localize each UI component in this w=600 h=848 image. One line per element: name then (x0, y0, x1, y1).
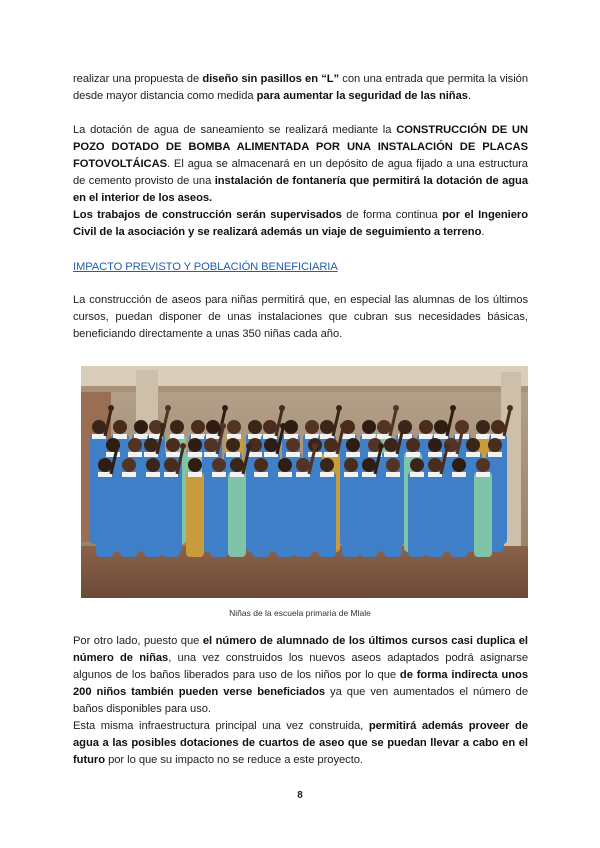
bold-text-run: diseño sin pasillos en “L” (202, 73, 340, 85)
paragraph-impact (73, 292, 528, 343)
text-run: . El agua se almacenará en un depósito de agua fijado a una estructura de cemento provisto de una (73, 158, 528, 187)
school-girls-photo (81, 366, 528, 598)
student-head (476, 420, 490, 434)
student-head (206, 420, 220, 434)
student-head (305, 420, 319, 434)
student-figure (120, 472, 138, 557)
bold-text-run: el número de alumnado de los últimos cursos casi duplica el número de niñas (73, 635, 528, 664)
student-head (170, 420, 184, 434)
bold-text-run: CONSTRUCCIÓN DE UN POZO DOTADO DE BOMBA ALIMENTADA POR UNA INSTALACIÓN DE PLACAS FOTOVOLTÁICAS (73, 124, 528, 170)
student-figure (276, 472, 294, 557)
student-head (212, 458, 226, 472)
student-head (377, 420, 391, 434)
photo-illustration (81, 366, 528, 598)
student-head (491, 420, 505, 434)
student-figure (228, 472, 246, 557)
student-head (264, 438, 278, 452)
paragraph-design (73, 71, 528, 105)
student-head (263, 420, 277, 434)
student-head (226, 438, 240, 452)
student-figure (360, 472, 378, 557)
student-head (188, 438, 202, 452)
student-head (452, 458, 466, 472)
text-run: realizar una propuesta de (73, 73, 203, 85)
student-figure (252, 472, 270, 557)
student-head (384, 438, 398, 452)
student-head (204, 438, 218, 452)
student-head (191, 420, 205, 434)
student-head (278, 458, 292, 472)
student-head (488, 438, 502, 452)
student-head (466, 438, 480, 452)
student-figure (144, 472, 162, 557)
student-figure (342, 472, 360, 557)
student-head (428, 458, 442, 472)
bold-text-run: por el Ingeniero Civil de la asociación y se realizará además un viaje de seguimiento a terreno (73, 209, 528, 238)
photo-caption: Niñas de la escuela primaria de Mlale (229, 608, 371, 618)
student-figure (474, 472, 492, 557)
student-head (362, 458, 376, 472)
paragraph-supervision (73, 207, 528, 241)
text-run: , una vez construidos los nuevos aseos adaptados podrá asignarse algunos de los baños liberados para uso de los niños por lo que (73, 652, 528, 681)
text-run: La dotación de agua de saneamiento se realizará mediante la (73, 124, 397, 136)
student-figure (162, 472, 180, 557)
student-head (362, 420, 376, 434)
student-figure (450, 472, 468, 557)
student-head (386, 458, 400, 472)
student-figure (186, 472, 204, 557)
student-head (144, 438, 158, 452)
student-head (146, 458, 160, 472)
paragraph-boys-benefit (73, 633, 528, 718)
student-head (346, 438, 360, 452)
student-head (188, 458, 202, 472)
student-head (227, 420, 241, 434)
bold-text-run: instalación de fontanería que permitirá la dotación de agua en el interior de los aseos. (73, 175, 529, 204)
student-head (296, 458, 310, 472)
student-head (406, 438, 420, 452)
student-figure (210, 472, 228, 557)
student-head (113, 420, 127, 434)
text-run: Por otro lado, puesto que (73, 635, 203, 647)
student-head (320, 420, 334, 434)
student-head (284, 420, 298, 434)
text-run: . (467, 90, 471, 102)
student-head (128, 438, 142, 452)
student-head (248, 420, 262, 434)
bold-text-run: de forma indirecta unos 200 niños también pueden verse beneficiados (73, 669, 528, 698)
student-head (92, 420, 106, 434)
student-head (164, 458, 178, 472)
section-heading: IMPACTO PREVISTO Y POBLACIÓN BENEFICIARIA (73, 261, 338, 273)
text-run: con una entrada que permita la visión desde mayor distancia como medida (73, 73, 528, 102)
text-run: por lo que su impacto no se reduce a este proyecto. (105, 754, 363, 766)
student-head (254, 458, 268, 472)
student-head (428, 438, 442, 452)
paragraph-water-supply (73, 122, 528, 207)
student-head (230, 458, 244, 472)
student-head (122, 458, 136, 472)
text-run: La construcción de aseos para niñas permitirá que, en especial las alumnas de los últimos cursos, puedan disponer de unas instalaciones que cubran sus necesidades básicas, beneficiando directamente a unas 350 niñas cada año. (73, 294, 528, 340)
student-figure (384, 472, 402, 557)
student-head (98, 458, 112, 472)
bold-text-run: permitirá además proveer de agua a las posibles dotaciones de cuartos de aseo que se puedan llevar a cabo en el futuro (73, 720, 528, 766)
student-head (324, 438, 338, 452)
student-figure (426, 472, 444, 557)
student-head (344, 458, 358, 472)
student-figure (96, 472, 114, 557)
student-figure (294, 472, 312, 557)
student-head (286, 438, 300, 452)
student-head (476, 458, 490, 472)
student-head (434, 420, 448, 434)
bold-text-run: para aumentar la seguridad de las niñas (256, 90, 468, 102)
text-run: . (481, 226, 485, 238)
student-head (166, 438, 180, 452)
text-run: de forma continua (341, 209, 443, 221)
student-head (410, 458, 424, 472)
student-head (134, 420, 148, 434)
student-head (419, 420, 433, 434)
paragraph-future (73, 718, 528, 769)
text-run: Esta misma infraestructura principal una vez construida, (73, 720, 369, 732)
bold-text-run: Los trabajos de construcción serán supervisados (73, 209, 342, 221)
page-number: 8 (297, 790, 303, 801)
student-head (320, 458, 334, 472)
student-figure (318, 472, 336, 557)
text-run: ya que ven aumentados el número de baños disponibles para uso. (73, 686, 528, 715)
student-figure (408, 472, 426, 557)
